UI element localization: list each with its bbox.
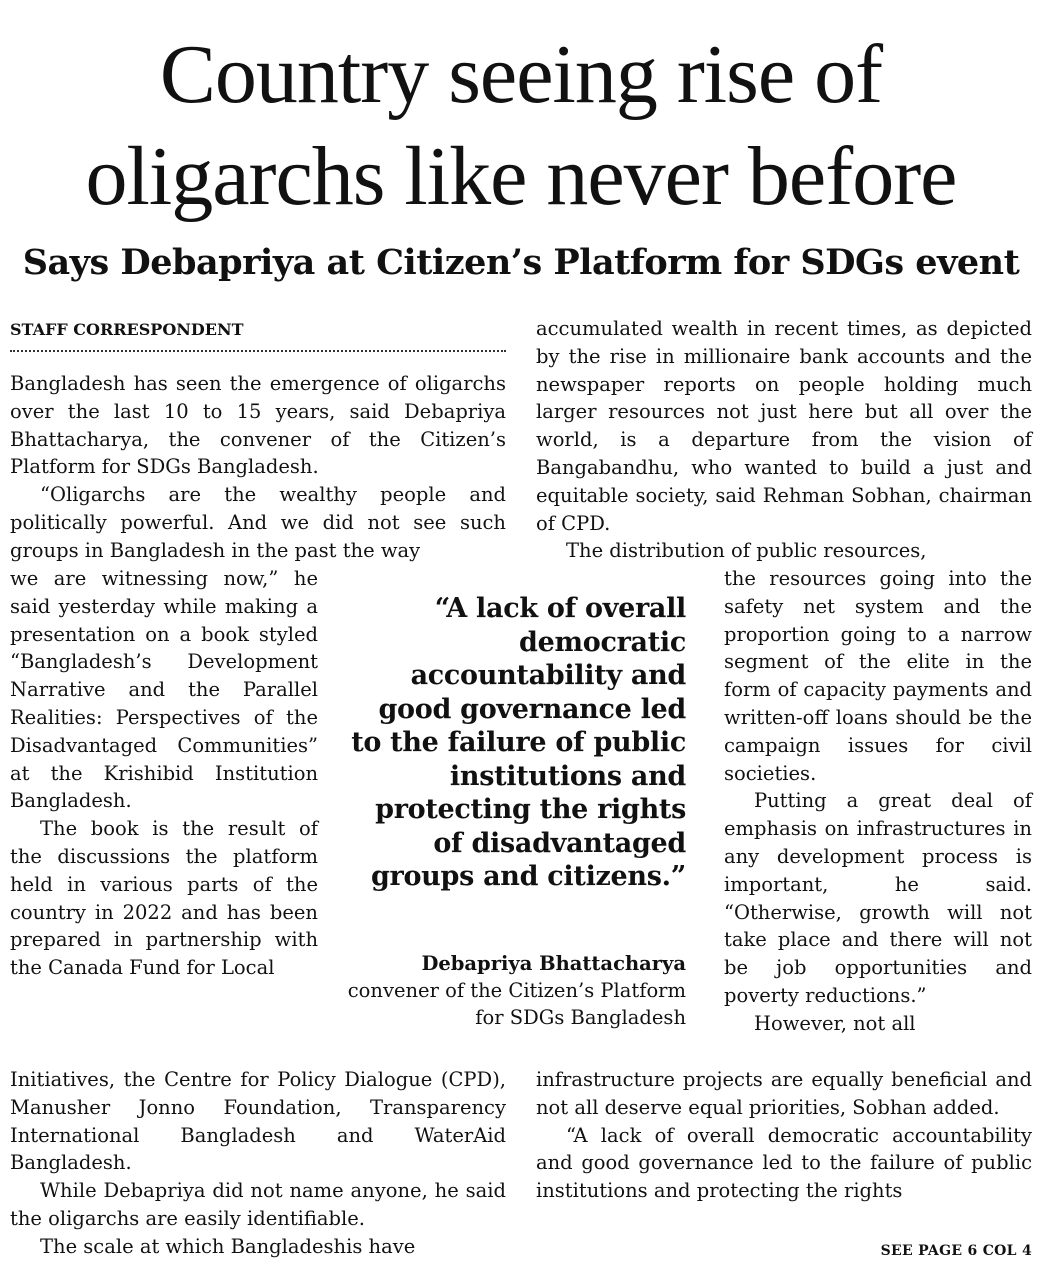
right-column-top <box>536 315 1032 565</box>
paragraph: The scale at which Bangladeshis have <box>40 1234 416 1258</box>
left-column-bottom <box>10 1066 506 1261</box>
subheadline: Says Debapriya at Citizen’s Platform for SDGs event <box>22 242 1020 283</box>
right-column-middle <box>724 565 1032 1038</box>
paragraph: infrastructure projects are equally beneficial and not all deserve equal priorities, Sobhan added. <box>536 1068 1032 1119</box>
pull-quote-attribution-name: Debapriya Bhattacharya <box>421 952 686 975</box>
headline-line-1: Country seeing rise of <box>159 28 883 121</box>
paragraph: The distribution of public resources, <box>566 539 927 563</box>
paragraph: Bangladesh has seen the emergence of oligarchs over the last 10 to 15 years, said Debapriya Bhattacharya, the convener of the Citizen’s Platform for SDGs Bangladesh. <box>10 372 506 479</box>
paragraph: “Oligarchs are the wealthy people and politically powerful. And we did not see such groups in Bangladesh in the past the way <box>10 483 506 562</box>
paragraph: The book is the result of the discussions the platform held in various parts of the country in 2022 and has been prepared in partnership with the Canada Fund for Local <box>10 817 318 980</box>
paragraph: “A lack of overall democratic accountability and good governance led to the failure of public institutions and protecting the rights <box>536 1123 1032 1203</box>
pull-quote: “A lack of overall democratic accountability and good governance led to the failure of public institutions and protecting the rights of disadvantaged groups and citizens.” <box>351 593 686 892</box>
left-column-top <box>10 370 506 565</box>
paragraph: accumulated wealth in recent times, as depicted by the rise in millionaire bank accounts and the newspaper reports on people holding much larger resources not just here but all over the world, is a departure from the vision of Bangabandhu, who wanted to build a just and equitable society, said Rehman Sobhan, chairman of CPD. <box>536 317 1032 535</box>
pull-quote-attribution-role: convener of the Citizen’s Platform for SDGs Bangladesh <box>347 979 686 1029</box>
paragraph: Putting a great deal of emphasis on infrastructures in any development process is important, he said. “Otherwise, growth will not take place and there will not be job opportunities and poverty reductions.” <box>724 789 1032 1007</box>
right-column-bottom <box>536 1066 1032 1205</box>
paragraph: While Debapriya did not name anyone, he said the oligarchs are easily identifiable. <box>10 1179 506 1230</box>
paragraph: However, not all <box>754 1011 916 1035</box>
paragraph: we are witnessing now,” he said yesterday while making a presentation on a book styled “Bangladesh’s Development Narrative and the Parallel Realities: Perspectives of the Disadvantaged Communities” at the Krishibid Institution Bangladesh. <box>10 567 318 813</box>
paragraph: Initiatives, the Centre for Policy Dialogue (CPD), Manusher Jonno Foundation, Transparency International Bangladesh and WaterAid Bangladesh. <box>10 1068 506 1175</box>
byline-divider <box>10 350 506 352</box>
left-column-middle <box>10 565 318 982</box>
headline-line-2: oligarchs like never before <box>85 130 957 223</box>
byline: STAFF CORRESPONDENT <box>10 320 244 339</box>
continuation-reference: SEE PAGE 6 COL 4 <box>880 1243 1032 1259</box>
paragraph: the resources going into the safety net system and the proportion going to a narrow segment of the elite in the form of capacity payments and written-off loans should be the campaign issues for civil societies. <box>724 567 1032 785</box>
headline <box>0 24 1042 228</box>
